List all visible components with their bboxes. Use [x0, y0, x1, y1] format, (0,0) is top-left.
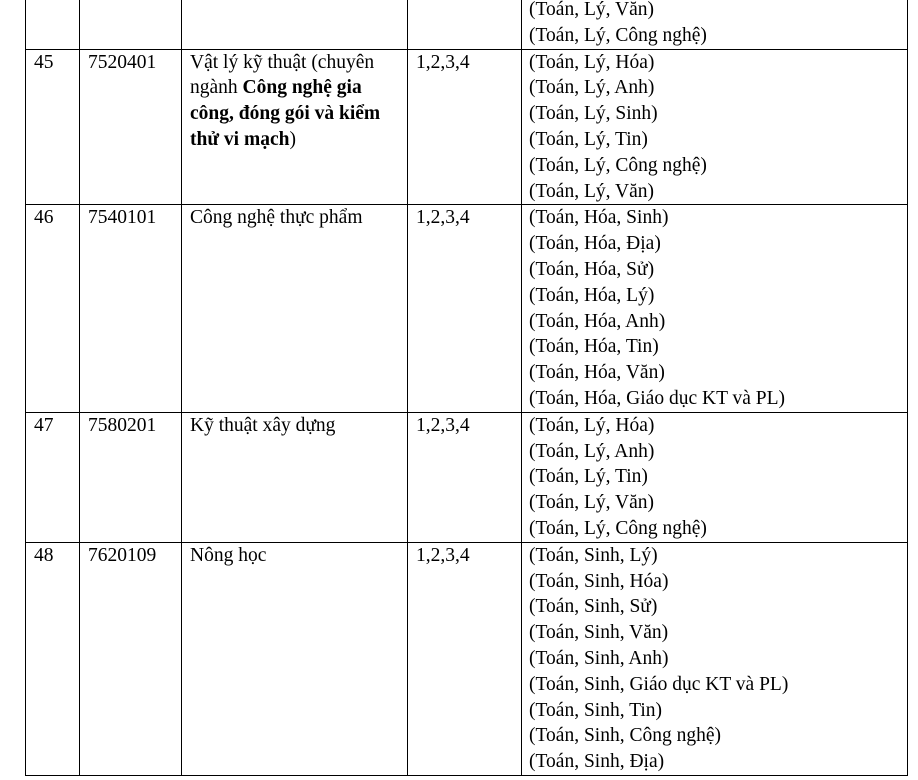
subject-combination: (Toán, Lý, Công nghệ) [529, 24, 707, 46]
table-row [26, 542, 908, 775]
row-number-cell [26, 0, 80, 49]
row-number-cell: 46 [26, 205, 80, 412]
subject-combination: (Toán, Hóa, Lý) [529, 284, 655, 306]
major-code-cell: 7520401 [80, 49, 182, 205]
subject-combination: (Toán, Sinh, Tin) [529, 699, 662, 721]
subject-combination: (Toán, Lý, Văn) [529, 180, 654, 202]
major-name [190, 207, 363, 228]
row-number-cell: 48 [26, 542, 80, 775]
subject-combination: (Toán, Sinh, Anh) [529, 647, 669, 669]
admission-methods-cell: 1,2,3,4 [408, 205, 522, 412]
subject-combination: (Toán, Sinh, Địa) [529, 751, 665, 773]
subject-combination: (Toán, Sinh, Công nghệ) [529, 725, 721, 747]
admission-methods-cell: 1,2,3,4 [408, 49, 522, 205]
major-name-part: ) [289, 128, 296, 150]
subject-combination: (Toán, Lý, Anh) [529, 440, 655, 462]
subject-combination: (Toán, Lý, Anh) [529, 77, 655, 99]
major-code-cell [80, 0, 182, 49]
subject-combination: (Toán, Sinh, Hóa) [529, 570, 669, 592]
table-row [26, 205, 908, 412]
subject-combination: (Toán, Lý, Hóa) [529, 414, 655, 436]
major-name-cell [182, 205, 408, 412]
subject-combinations-cell [522, 412, 908, 542]
subject-combination: (Toán, Hóa, Sinh) [529, 207, 669, 229]
subject-combination: (Toán, Lý, Tin) [529, 128, 648, 150]
row-number-cell: 47 [26, 412, 80, 542]
subject-combination: (Toán, Lý, Văn) [529, 492, 654, 514]
subject-combinations-cell [522, 205, 908, 412]
subject-combination: (Toán, Lý, Hóa) [529, 51, 655, 73]
subject-combination: (Toán, Hóa, Văn) [529, 362, 665, 384]
major-name-cell [182, 542, 408, 775]
subject-combinations-cell [522, 542, 908, 775]
major-name-part: Kỹ thuật xây dựng [190, 414, 336, 436]
major-name-part: Nông học [190, 544, 267, 566]
major-name [190, 52, 380, 150]
subject-combination: (Toán, Sinh, Sử) [529, 596, 658, 618]
subject-combination: (Toán, Sinh, Văn) [529, 622, 669, 644]
major-code-cell: 7540101 [80, 205, 182, 412]
admission-methods-cell: 1,2,3,4 [408, 412, 522, 542]
major-code-cell: 7620109 [80, 542, 182, 775]
admission-methods-cell [408, 0, 522, 49]
major-name-cell [182, 412, 408, 542]
subject-combinations-cell [522, 0, 908, 49]
table-row [26, 412, 908, 542]
subject-combination: (Toán, Sinh, Lý) [529, 544, 658, 566]
subject-combination: (Toán, Lý, Công nghệ) [529, 517, 707, 539]
table-row [26, 0, 908, 49]
major-code-cell: 7580201 [80, 412, 182, 542]
subject-combination: (Toán, Hóa, Anh) [529, 310, 666, 332]
major-name-cell [182, 0, 408, 49]
subject-combination: (Toán, Hóa, Địa) [529, 233, 661, 255]
subject-combination: (Toán, Hóa, Giáo dục KT và PL) [529, 387, 786, 409]
major-name-cell [182, 49, 408, 205]
table-row [26, 49, 908, 205]
subject-combination: (Toán, Lý, Sinh) [529, 103, 658, 125]
subject-combination: (Toán, Lý, Tin) [529, 466, 648, 488]
subject-combinations-cell [522, 49, 908, 205]
admission-table [25, 0, 908, 776]
major-name-part: Công nghệ thực phẩm [190, 207, 363, 229]
major-name-part: Vật lý kỹ thuật (chuyên ngành [190, 51, 375, 99]
major-name [190, 545, 266, 566]
major-name [190, 415, 335, 436]
subject-combination: (Toán, Sinh, Giáo dục KT và PL) [529, 673, 789, 695]
subject-combination: (Toán, Lý, Công nghệ) [529, 154, 707, 176]
row-number-cell: 45 [26, 49, 80, 205]
subject-combination: (Toán, Lý, Văn) [529, 0, 654, 20]
admission-methods-cell: 1,2,3,4 [408, 542, 522, 775]
table-body [26, 0, 908, 775]
subject-combination: (Toán, Hóa, Sử) [529, 258, 655, 280]
subject-combination: (Toán, Hóa, Tin) [529, 336, 659, 358]
major-name-emphasis: Công nghệ gia công, đóng gói và kiểm thử vi mạch [190, 77, 381, 150]
